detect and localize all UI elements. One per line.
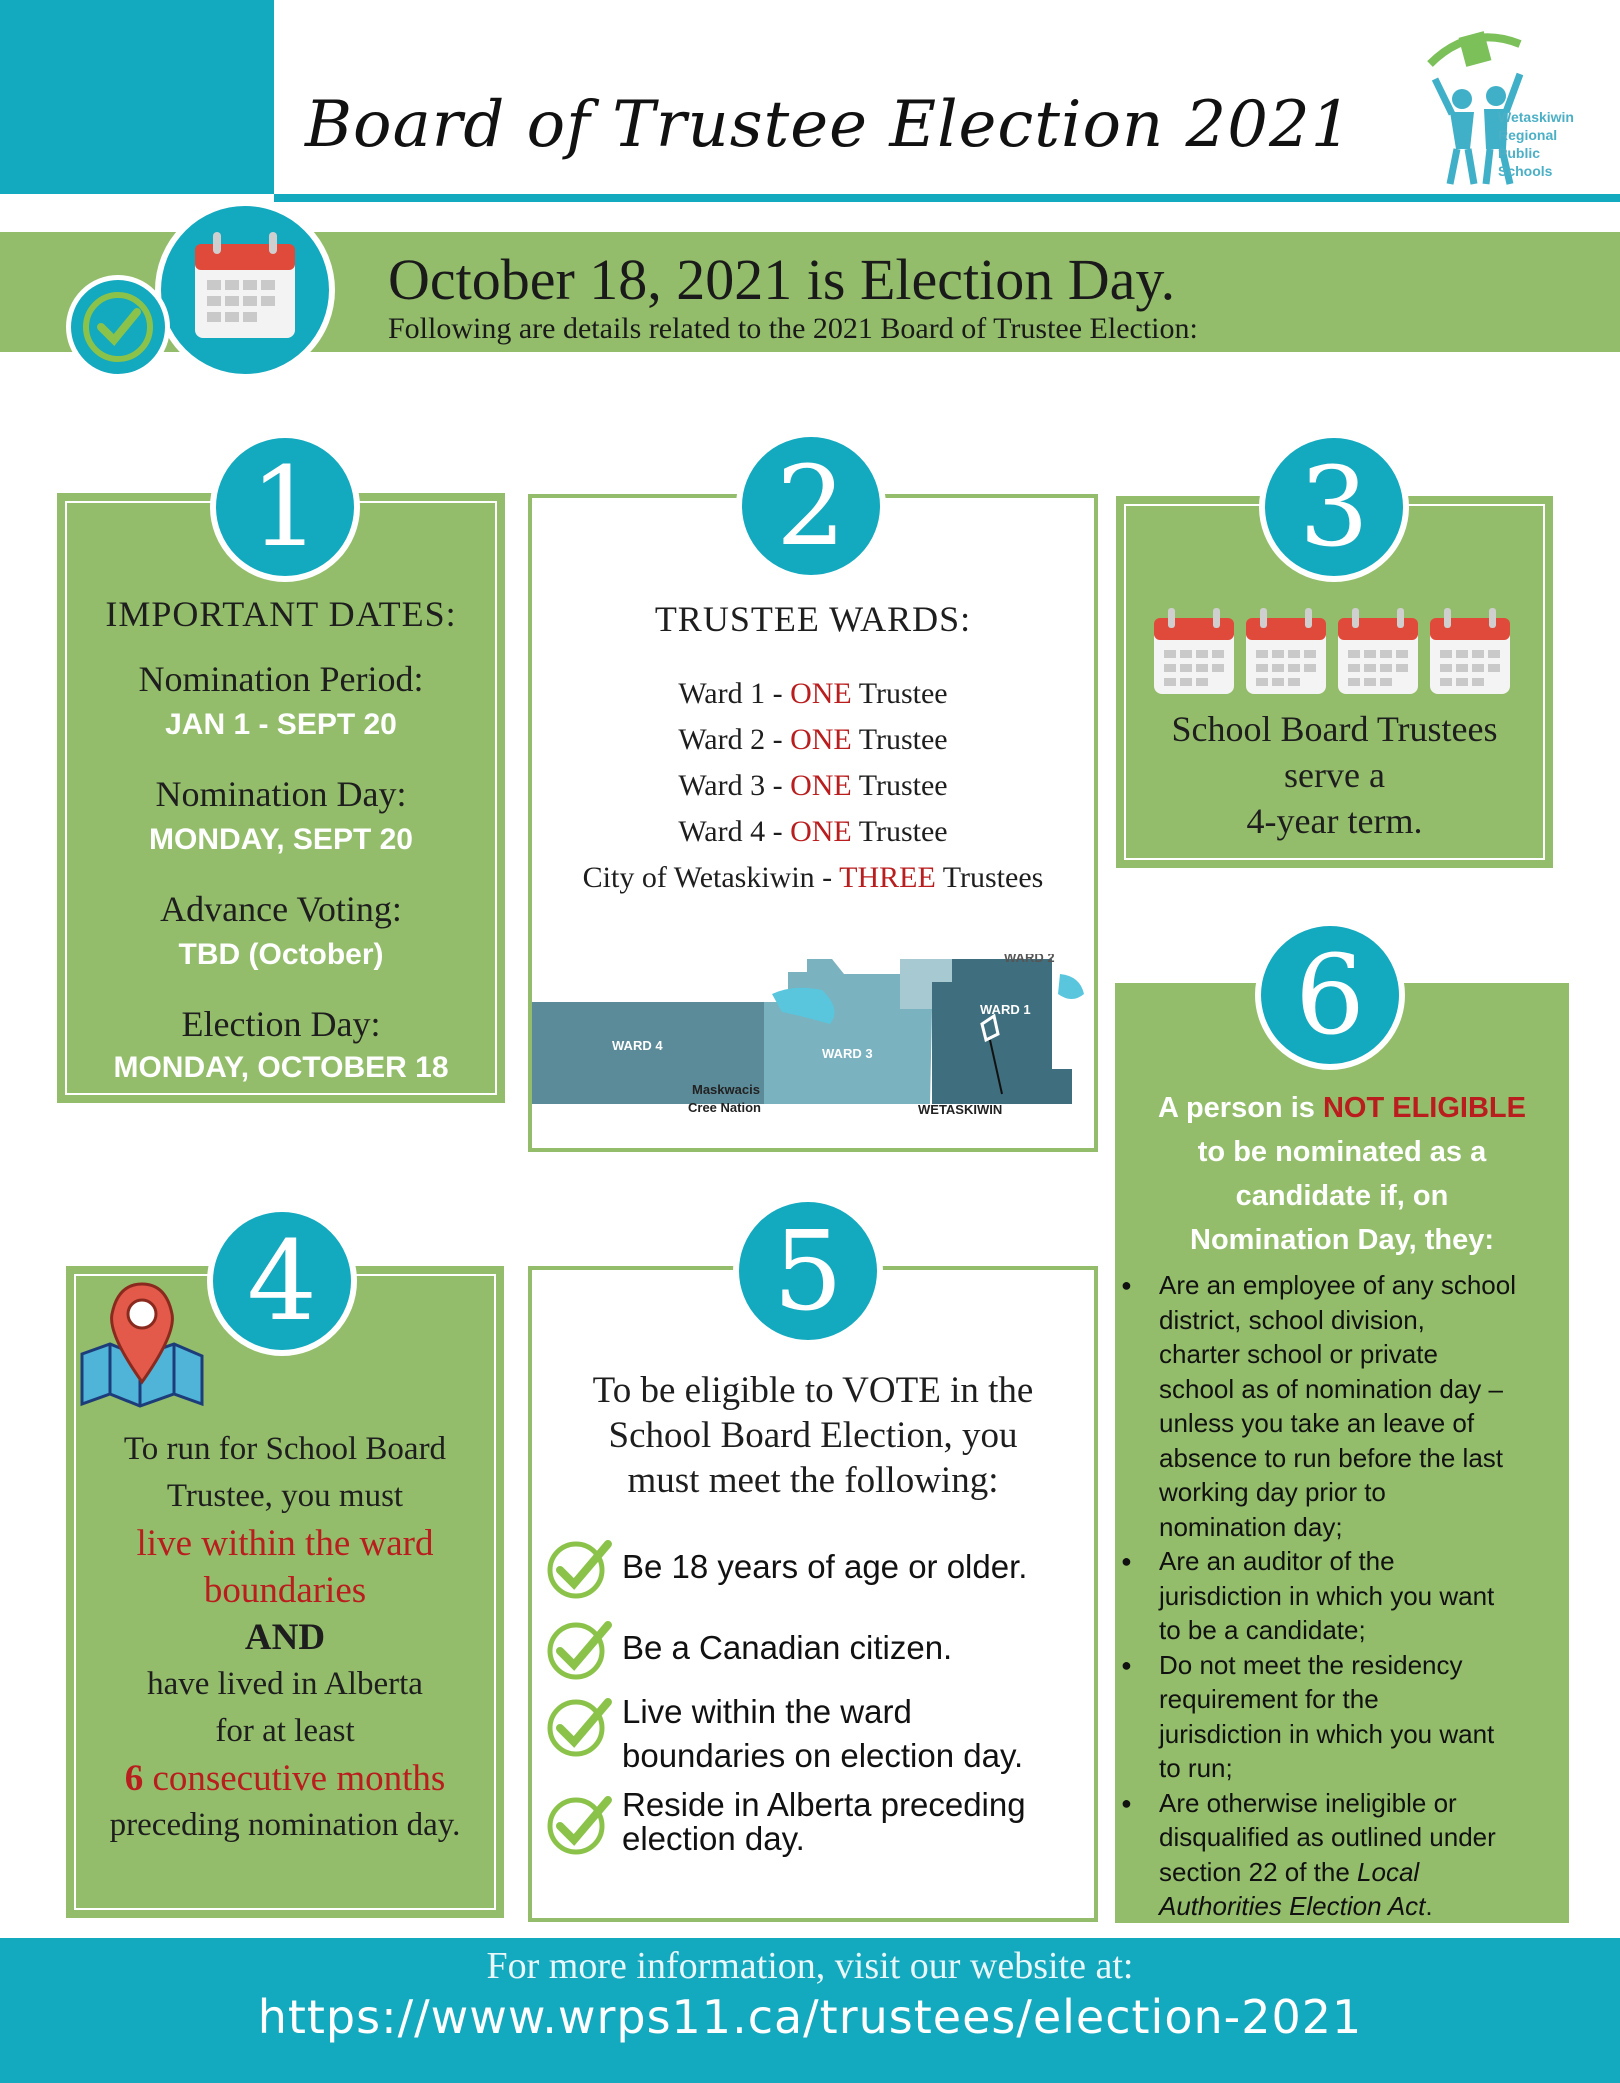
list-item: ● Do not meet the residency requirement for the jurisdiction in which you want to run; [1115,1648,1569,1786]
date-label: Nomination Day: [155,774,407,814]
date-value: MONDAY, SEPT 20 [149,823,413,856]
banner-subtitle: Following are details related to the 2021 Board of Trustee Election: [388,312,1198,345]
check-circle-icon [71,280,165,374]
check-icon [542,1613,622,1683]
not-eligible-box [1115,983,1569,1923]
step-number-2: 2 [736,431,886,581]
page-title: Board of Trustee Election 2021 [305,88,1353,162]
ward-line: Ward 4 - ONE Trustee [678,815,948,848]
ward-line: Ward 1 - ONE Trustee [678,677,948,710]
list-item: ● Are an auditor of the jurisdiction in which you want to be a candidate; [1115,1544,1569,1648]
map-label: WARD 4 [612,1038,663,1053]
vote-eligibility-intro: To be eligible to VOTE in the School Board Election, you must meet the following: [592,1370,1034,1501]
step-number-4: 4 [207,1206,357,1356]
map-label: WARD 3 [822,1046,873,1061]
date-value: MONDAY, OCTOBER 18 [113,1051,449,1084]
ward-line: City of Wetaskiwin - THREE Trustees [582,861,1044,894]
map-label: WARD 2 [1004,954,1055,965]
date-value: JAN 1 - SEPT 20 [165,708,397,741]
date-label: Advance Voting: [160,889,402,929]
footer-website-link[interactable]: https://www.wrps11.ca/trustees/election-2021 [257,1990,1363,2044]
list-item: ● Are an employee of any school district, school division, charter school or private school as of nomination day – unless you take an leave of absence to run before the last working day prior to nomination day; [1115,1268,1569,1544]
lake-icon [1058,974,1084,999]
header-corner-block [0,0,274,194]
date-label: Nomination Period: [138,659,424,699]
trustee-wards-box [528,494,1098,1152]
check-badge [66,275,170,379]
run-requirements-text: To run for School Board Trustee, you must live within the ward boundaries AND have lived in Alberta for at least 6 consecutive months preceding nomination day. [109,1431,461,1843]
map-pin-icon [78,1274,208,1414]
not-eligible-list [1115,1268,1569,1924]
eligibility-item: Be a Canadian citizen. [542,1613,952,1683]
check-icon [542,1788,622,1858]
map-label: Cree Nation [688,1100,761,1115]
wards-list [532,671,1094,901]
calendar-icon [161,206,329,374]
list-item: ● Are otherwise ineligible or disqualified as outlined under section 22 of the Local Authorities Election Act. [1115,1786,1569,1924]
banner-title: October 18, 2021 is Election Day. [388,247,1176,312]
footer-info-text: For more information, visit our website at: [486,1945,1134,1987]
check-icon [542,1690,622,1760]
step-number-3: 3 [1259,432,1409,582]
step-number-5: 5 [733,1196,883,1346]
trustee-wards-heading: TRUSTEE WARDS: [654,599,972,639]
eligibility-item: Be 18 years of age or older. [542,1532,1027,1602]
ward-1-area [932,959,1072,1104]
header-underline [274,194,1620,202]
ward-line: Ward 3 - ONE Trustee [678,769,948,802]
important-dates-heading: IMPORTANT DATES: [105,594,457,634]
check-icon [542,1532,622,1602]
important-dates-box [57,493,505,1103]
map-label: WETASKIWIN [918,1102,1003,1117]
eligibility-item: Live within the ward boundaries on election day. [542,1690,1023,1778]
step-number-1: 1 [210,432,360,582]
calendar-badge [155,200,335,380]
map-label: WARD 1 [980,1002,1031,1017]
run-requirements-box [66,1266,504,1918]
date-label: Election Day: [181,1004,381,1044]
wards-map[interactable] [532,954,1094,1144]
step-number-6: 6 [1255,920,1405,1070]
map-label: Maskwacis [692,1082,760,1097]
vote-eligibility-box [528,1266,1098,1922]
ward-line: Ward 2 - ONE Trustee [678,723,948,756]
eligibility-item: Reside in Alberta preceding election day. [542,1788,1026,1858]
term-text: School Board Trustees serve a 4-year term. [1171,709,1498,841]
logo-text: Wetaskiwin Regional Public Schools [1498,109,1574,179]
calendars-icon [1154,606,1514,698]
date-value: TBD (October) [178,938,384,971]
not-eligible-intro: A person is NOT ELIGIBLE to be nominated as a candidate if, on Nomination Day, they: [1158,1092,1526,1256]
